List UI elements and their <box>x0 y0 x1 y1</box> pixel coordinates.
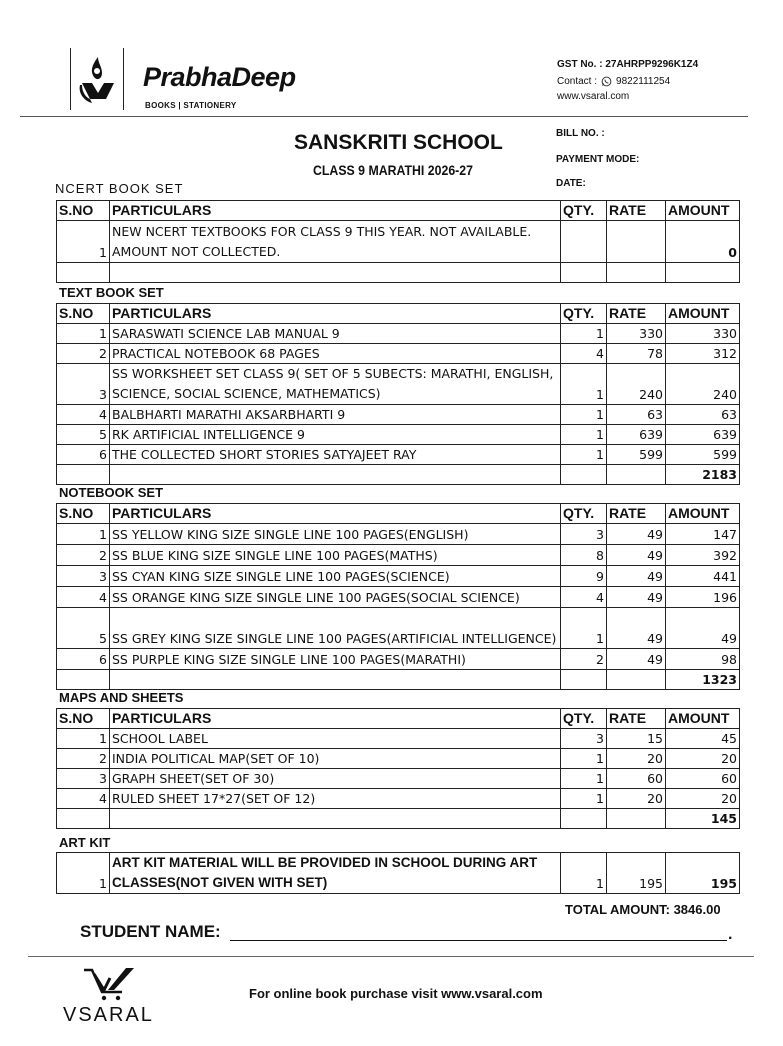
cell-particulars: SARASWATI SCIENCE LAB MANUAL 9 <box>110 324 561 344</box>
cell-sno: 1 <box>57 524 110 545</box>
table-total-row <box>57 809 740 829</box>
table-header-row <box>57 504 740 524</box>
cell-qty: 9 <box>561 566 607 587</box>
cell-sno: 6 <box>57 445 110 465</box>
cell-amount: 441 <box>666 566 740 587</box>
table-row <box>57 425 740 445</box>
gst-number: GST No. : 27AHRPP9296K1Z4 <box>557 59 699 70</box>
contact-phone: 9822111254 <box>616 76 671 87</box>
cell-amount: 63 <box>666 405 740 425</box>
cell-amount: 392 <box>666 545 740 566</box>
cell-amount: 599 <box>666 445 740 465</box>
cell-particulars: INDIA POLITICAL MAP(SET OF 10) <box>110 749 561 769</box>
section-title-textbook: TEXT BOOK SET <box>59 285 164 300</box>
cell-qty: 1 <box>561 789 607 809</box>
cell-amount: 49 <box>666 608 740 649</box>
table-header-row <box>57 304 740 324</box>
cell-rate: 599 <box>607 445 666 465</box>
col-qty: QTY. <box>561 709 607 729</box>
prabhadeep-lamp-icon <box>78 55 118 107</box>
cell-rate <box>607 221 666 263</box>
cell-sno: 1 <box>57 221 110 263</box>
cell-qty: 3 <box>561 524 607 545</box>
cell-particulars: RK ARTIFICIAL INTELLIGENCE 9 <box>110 425 561 445</box>
table-header-row <box>57 709 740 729</box>
cell-rate: 330 <box>607 324 666 344</box>
footer-divider <box>28 956 754 957</box>
bill-number-label: BILL NO. : <box>556 128 605 139</box>
cell-sno: 5 <box>57 608 110 649</box>
cell-rate: 63 <box>607 405 666 425</box>
col-sno: S.NO <box>57 304 110 324</box>
cell-qty: 4 <box>561 587 607 608</box>
cell-rate: 49 <box>607 587 666 608</box>
cell-qty: 8 <box>561 545 607 566</box>
cell-sno: 2 <box>57 749 110 769</box>
cell-amount: 45 <box>666 729 740 749</box>
cell-qty: 1 <box>561 324 607 344</box>
cell-amount: 20 <box>666 789 740 809</box>
cell-sno: 6 <box>57 649 110 670</box>
table-row <box>57 789 740 809</box>
cell-qty: 1 <box>561 608 607 649</box>
cell-amount: 98 <box>666 649 740 670</box>
section-total: 145 <box>666 809 740 829</box>
col-particulars: PARTICULARS <box>110 709 561 729</box>
table-row <box>57 324 740 344</box>
section-total: 2183 <box>666 465 740 485</box>
cell-amount: 0 <box>666 221 740 263</box>
table-row <box>57 649 740 670</box>
vsaral-cart-icon <box>82 966 138 1002</box>
online-purchase-text: For online book purchase visit www.vsaral.com <box>249 986 543 1001</box>
section-total: 1323 <box>666 670 740 690</box>
notebook-table <box>56 503 740 690</box>
vsaral-wordmark: VSARAL <box>63 1004 154 1026</box>
cell-rate: 49 <box>607 608 666 649</box>
cell-amount: 147 <box>666 524 740 545</box>
student-name-end: . <box>728 926 733 943</box>
col-amount: AMOUNT <box>666 709 740 729</box>
cell-qty: 1 <box>561 405 607 425</box>
cell-qty: 1 <box>561 445 607 465</box>
cell-qty: 1 <box>561 364 607 405</box>
col-qty: QTY. <box>561 304 607 324</box>
col-qty: QTY. <box>561 201 607 221</box>
cell-particulars: SCHOOL LABEL <box>110 729 561 749</box>
cell-particulars: SS ORANGE KING SIZE SINGLE LINE 100 PAGES(SOCIAL SCIENCE) <box>110 587 561 608</box>
cell-amount: 240 <box>666 364 740 405</box>
table-row <box>57 545 740 566</box>
cell-particulars: GRAPH SHEET(SET OF 30) <box>110 769 561 789</box>
cell-particulars: SS PURPLE KING SIZE SINGLE LINE 100 PAGES(MARATHI) <box>110 649 561 670</box>
cell-amount: 312 <box>666 344 740 364</box>
section-total <box>666 263 740 283</box>
cell-particulars: SS CYAN KING SIZE SINGLE LINE 100 PAGES(SCIENCE) <box>110 566 561 587</box>
brand-name: PrabhaDeep <box>143 62 296 92</box>
cell-sno: 5 <box>57 425 110 445</box>
cell-rate: 49 <box>607 545 666 566</box>
section-title-ncert: NCERT BOOK SET <box>55 181 184 196</box>
total-amount: TOTAL AMOUNT: 3846.00 <box>565 902 721 917</box>
cell-sno: 4 <box>57 587 110 608</box>
cell-rate: 49 <box>607 566 666 587</box>
school-name: SANSKRITI SCHOOL <box>294 131 503 154</box>
contact-label: Contact : <box>557 76 598 87</box>
table-row <box>57 524 740 545</box>
cell-qty: 1 <box>561 749 607 769</box>
cell-sno: 3 <box>57 364 110 405</box>
table-row <box>57 769 740 789</box>
logo-divider-left <box>70 48 71 110</box>
table-header-row <box>57 201 740 221</box>
cell-sno: 3 <box>57 769 110 789</box>
table-row <box>57 749 740 769</box>
table-row <box>57 729 740 749</box>
col-sno: S.NO <box>57 504 110 524</box>
table-row <box>57 608 740 649</box>
cell-rate: 49 <box>607 649 666 670</box>
cell-qty: 1 <box>561 853 607 894</box>
table-total-row <box>57 465 740 485</box>
col-sno: S.NO <box>57 709 110 729</box>
cell-sno: 3 <box>57 566 110 587</box>
cell-particulars: NEW NCERT TEXTBOOKS FOR CLASS 9 THIS YEAR. NOT AVAILABLE. AMOUNT NOT COLLECTED. <box>110 221 561 263</box>
maps-table <box>56 708 740 829</box>
cell-amount: 196 <box>666 587 740 608</box>
col-amount: AMOUNT <box>666 304 740 324</box>
class-line: CLASS 9 MARATHI 2026-27 <box>313 162 473 178</box>
date-label: DATE: <box>556 178 586 189</box>
contact-line <box>557 76 670 87</box>
cell-qty: 4 <box>561 344 607 364</box>
table-row <box>57 566 740 587</box>
cell-sno: 4 <box>57 789 110 809</box>
col-particulars: PARTICULARS <box>110 504 561 524</box>
col-amount: AMOUNT <box>666 201 740 221</box>
col-particulars: PARTICULARS <box>110 304 561 324</box>
table-row <box>57 344 740 364</box>
cell-sno: 4 <box>57 405 110 425</box>
student-name-field[interactable] <box>230 940 727 941</box>
table-row <box>57 853 740 894</box>
cell-rate: 78 <box>607 344 666 364</box>
col-amount: AMOUNT <box>666 504 740 524</box>
logo-divider-right <box>123 48 124 110</box>
table-row <box>57 364 740 405</box>
cell-qty <box>561 221 607 263</box>
col-rate: RATE <box>607 709 666 729</box>
col-rate: RATE <box>607 304 666 324</box>
website-link[interactable]: www.vsaral.com <box>557 91 630 102</box>
cell-sno: 1 <box>57 853 110 894</box>
cell-particulars: SS YELLOW KING SIZE SINGLE LINE 100 PAGES(ENGLISH) <box>110 524 561 545</box>
ncert-table <box>56 200 740 283</box>
col-sno: S.NO <box>57 201 110 221</box>
cell-sno: 2 <box>57 344 110 364</box>
section-title-notebook: NOTEBOOK SET <box>59 485 164 500</box>
table-total-row <box>57 670 740 690</box>
cell-amount: 195 <box>666 853 740 894</box>
cell-amount: 330 <box>666 324 740 344</box>
cell-particulars: BALBHARTI MARATHI AKSARBHARTI 9 <box>110 405 561 425</box>
cell-qty: 3 <box>561 729 607 749</box>
cell-amount: 20 <box>666 749 740 769</box>
cell-rate: 49 <box>607 524 666 545</box>
header-divider <box>20 116 748 117</box>
cell-amount: 639 <box>666 425 740 445</box>
cell-rate: 60 <box>607 769 666 789</box>
table-row <box>57 445 740 465</box>
cell-rate: 195 <box>607 853 666 894</box>
col-rate: RATE <box>607 201 666 221</box>
cell-rate: 20 <box>607 789 666 809</box>
cell-qty: 1 <box>561 769 607 789</box>
artkit-table <box>56 852 740 894</box>
cell-sno: 1 <box>57 324 110 344</box>
cell-particulars: THE COLLECTED SHORT STORIES SATYAJEET RAY <box>110 445 561 465</box>
cell-particulars: SS GREY KING SIZE SINGLE LINE 100 PAGES(ARTIFICIAL INTELLIGENCE) <box>110 608 561 649</box>
cell-qty: 2 <box>561 649 607 670</box>
cell-rate: 20 <box>607 749 666 769</box>
whatsapp-icon <box>601 76 612 87</box>
col-qty: QTY. <box>561 504 607 524</box>
section-title-artkit: ART KIT <box>59 835 111 850</box>
student-name-label: STUDENT NAME: <box>80 922 221 941</box>
table-total-row <box>57 263 740 283</box>
cell-particulars: ART KIT MATERIAL WILL BE PROVIDED IN SCHOOL DURING ART CLASSES(NOT GIVEN WITH SET) <box>110 853 561 894</box>
cell-rate: 639 <box>607 425 666 445</box>
cell-rate: 240 <box>607 364 666 405</box>
cell-rate: 15 <box>607 729 666 749</box>
payment-mode-label: PAYMENT MODE: <box>556 154 640 165</box>
cell-particulars: RULED SHEET 17*27(SET OF 12) <box>110 789 561 809</box>
textbook-table <box>56 303 740 485</box>
col-particulars: PARTICULARS <box>110 201 561 221</box>
col-rate: RATE <box>607 504 666 524</box>
table-row <box>57 587 740 608</box>
cell-sno: 1 <box>57 729 110 749</box>
cell-particulars: SS WORKSHEET SET CLASS 9( SET OF 5 SUBECTS: MARATHI, ENGLISH, SCIENCE, SOCIAL SCIENCE, MATHEMATICS) <box>110 364 561 405</box>
cell-particulars: PRACTICAL NOTEBOOK 68 PAGES <box>110 344 561 364</box>
cell-sno: 2 <box>57 545 110 566</box>
table-row <box>57 405 740 425</box>
cell-qty: 1 <box>561 425 607 445</box>
table-row <box>57 221 740 263</box>
section-title-maps: MAPS AND SHEETS <box>59 690 184 705</box>
cell-particulars: SS BLUE KING SIZE SINGLE LINE 100 PAGES(MATHS) <box>110 545 561 566</box>
cell-amount: 60 <box>666 769 740 789</box>
brand-subtitle: BOOKS | STATIONERY <box>145 101 237 110</box>
